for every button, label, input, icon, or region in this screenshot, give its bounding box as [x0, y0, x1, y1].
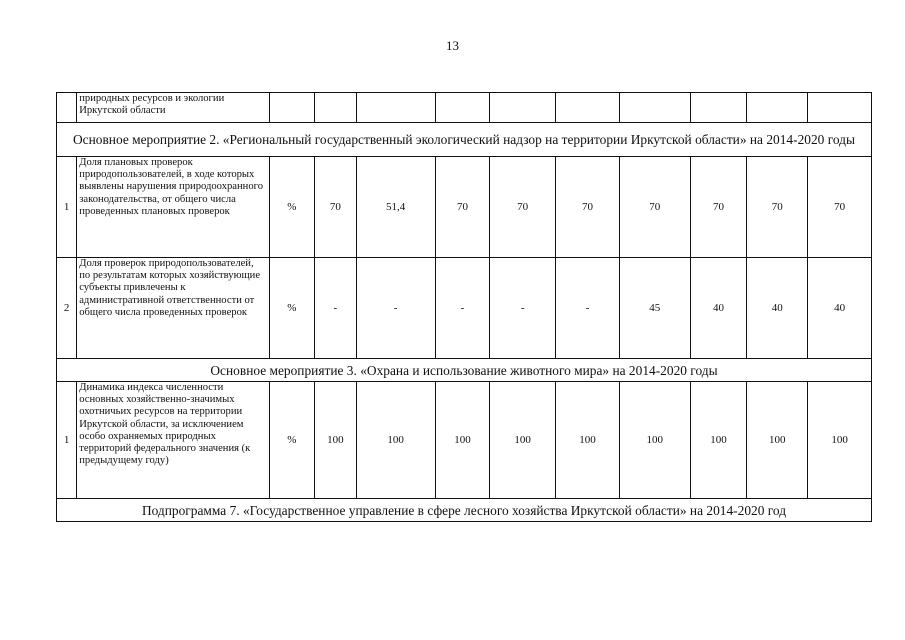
cell-value: 70 — [690, 157, 747, 258]
cell-value: 100 — [315, 382, 357, 499]
cell-value: - — [556, 258, 620, 359]
cell-num — [57, 93, 77, 123]
cell-value: 100 — [619, 382, 690, 499]
cell-value: 100 — [747, 382, 808, 499]
cell-num: 1 — [57, 382, 77, 499]
cell-indicator: Доля проверок природопользователей, по результатам которых хозяйствующие субъекты привлечены к административной ответственности от общего числа проведенных проверок — [77, 258, 269, 359]
table-row — [57, 258, 872, 359]
cell-unit: % — [269, 258, 315, 359]
indicators-table — [56, 92, 872, 522]
cell-value: 70 — [556, 157, 620, 258]
cell-value: 51,4 — [356, 157, 435, 258]
cell-value: 70 — [435, 157, 490, 258]
section-2-header: Основное мероприятие 2. «Региональный государственный экологический надзор на территории Иркутской области» на 2014-2020 годы — [57, 123, 872, 157]
cell-unit: % — [269, 382, 315, 499]
cell-num: 1 — [57, 157, 77, 258]
cell-value: 40 — [690, 258, 747, 359]
cell-value: 40 — [808, 258, 872, 359]
table-row — [57, 382, 872, 499]
cell-value: 40 — [747, 258, 808, 359]
cell-value: 100 — [356, 382, 435, 499]
cell-value: - — [490, 258, 556, 359]
cell-value: - — [315, 258, 357, 359]
cell-value: 70 — [315, 157, 357, 258]
cell-value: 100 — [556, 382, 620, 499]
cell-value: 70 — [747, 157, 808, 258]
cell-value: 100 — [435, 382, 490, 499]
cell-value: 70 — [808, 157, 872, 258]
cell-value: 45 — [619, 258, 690, 359]
table-row-continuation — [57, 93, 872, 123]
section-3-header: Основное мероприятие 3. «Охрана и использование животного мира» на 2014-2020 годы — [57, 359, 872, 382]
cell-indicator: природных ресурсов и экологии Иркутской области — [77, 93, 269, 123]
table-row — [57, 157, 872, 258]
subprogram-7-header: Подпрограмма 7. «Государственное управление в сфере лесного хозяйства Иркутской области» на 2014-2020 год — [57, 499, 872, 522]
cell-value: 70 — [619, 157, 690, 258]
section-header-row — [57, 499, 872, 522]
cell-value: - — [356, 258, 435, 359]
cell-value: 100 — [690, 382, 747, 499]
cell-indicator: Динамика индекса численности основных хозяйственно-значимых охотничьих ресурсов на территории Иркутской области, за исключением особо охраняемых природных территорий федерального значения (к предыдущему году) — [77, 382, 269, 499]
section-header-row — [57, 359, 872, 382]
cell-unit: % — [269, 157, 315, 258]
cell-value: 70 — [490, 157, 556, 258]
cell-value: 100 — [490, 382, 556, 499]
cell-num: 2 — [57, 258, 77, 359]
page-number: 13 — [446, 38, 459, 53]
section-header-row — [57, 123, 872, 157]
cell-value: - — [435, 258, 490, 359]
cell-value: 100 — [808, 382, 872, 499]
cell-indicator: Доля плановых проверок природопользователей, в ходе которых выявлены нарушения природоохранного законодательства, от общего числа проведенных плановых проверок — [77, 157, 269, 258]
